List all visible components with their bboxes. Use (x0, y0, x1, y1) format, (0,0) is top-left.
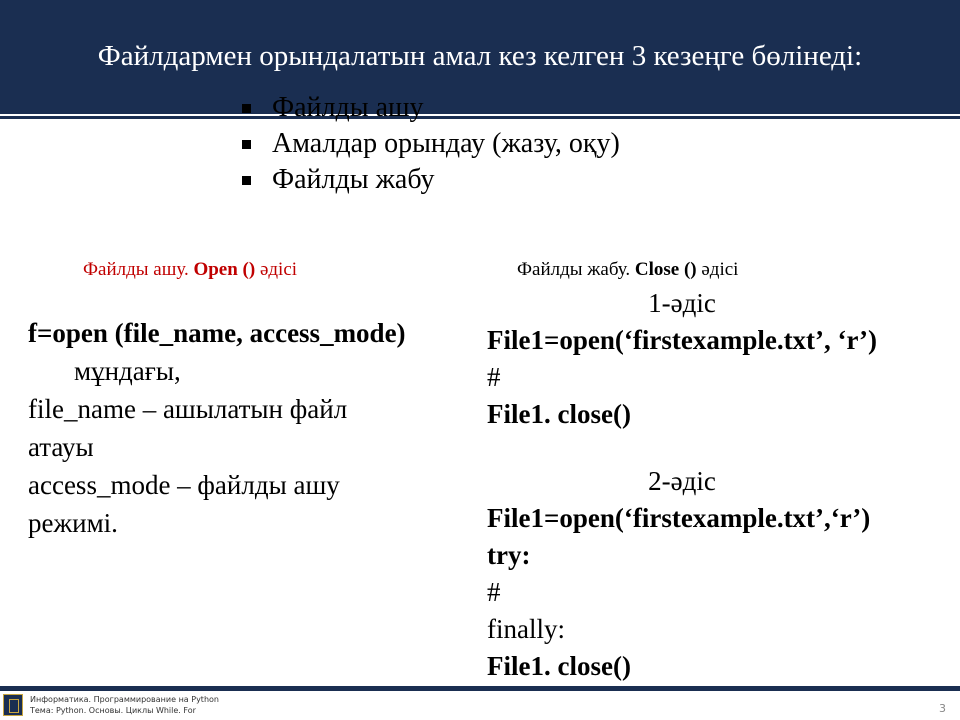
stage-item (242, 162, 620, 198)
footer-line-1: Информатика. Программирование на Python (30, 695, 219, 704)
close-heading-suffix: әдісі (696, 259, 739, 280)
open-method-heading (83, 258, 297, 282)
method2-comment: # (487, 577, 501, 607)
method2-try: try: (487, 540, 531, 570)
footer-caption (30, 694, 219, 716)
access-mode-desc-2: режимі. (28, 508, 118, 538)
close-heading-text: Файлды жабу. (517, 259, 635, 280)
method-gap (487, 433, 947, 463)
method2-finally: finally: (487, 614, 565, 644)
method1-close-code: File1. close() (487, 399, 631, 429)
method2-label: 2-әдіс (648, 466, 716, 496)
stage-label: Файлды жабу (272, 164, 435, 195)
stage-item (242, 90, 620, 126)
close-examples (487, 285, 947, 685)
page-number: 3 (939, 702, 946, 715)
open-syntax: f=open (file_name, access_mode) (28, 318, 406, 348)
method2-open-code: File1=open(‘firstexample.txt’,‘r’) (487, 503, 871, 533)
stage-item (242, 126, 620, 162)
open-heading-text: Файлды ашу. (83, 259, 194, 280)
stage-list (242, 90, 620, 198)
file-name-desc-2: атауы (28, 432, 94, 462)
method1-comment: # (487, 362, 501, 392)
open-description (28, 314, 468, 542)
stage-label: Амалдар орындау (жазу, оқу) (272, 128, 620, 159)
file-name-desc-1: file_name – ашылатын файл (28, 394, 348, 424)
method1-open-code: File1=open(‘firstexample.txt’, ‘r’) (487, 325, 877, 355)
square-bullet-icon (242, 176, 251, 185)
stage-label: Файлды ашу (272, 92, 424, 123)
footer-line-2: Тема: Python. Основы. Циклы While. For (30, 706, 196, 715)
access-mode-desc-1: access_mode – файлды ашу (28, 470, 340, 500)
square-bullet-icon (242, 104, 251, 113)
open-heading-suffix: әдісі (255, 259, 298, 280)
footer-divider (0, 686, 960, 691)
open-heading-method: Open () (193, 259, 256, 280)
close-heading-method: Close () (634, 259, 697, 280)
method2-close-code: File1. close() (487, 651, 631, 681)
method1-label: 1-әдіс (648, 288, 716, 318)
where-text: мұндағы, (74, 356, 181, 386)
slide-title: Файлдармен орындалатын амал кез келген 3 кезеңге бөлінеді: (97, 40, 863, 72)
university-logo-icon (3, 694, 23, 716)
close-method-heading (517, 258, 738, 282)
square-bullet-icon (242, 140, 251, 149)
